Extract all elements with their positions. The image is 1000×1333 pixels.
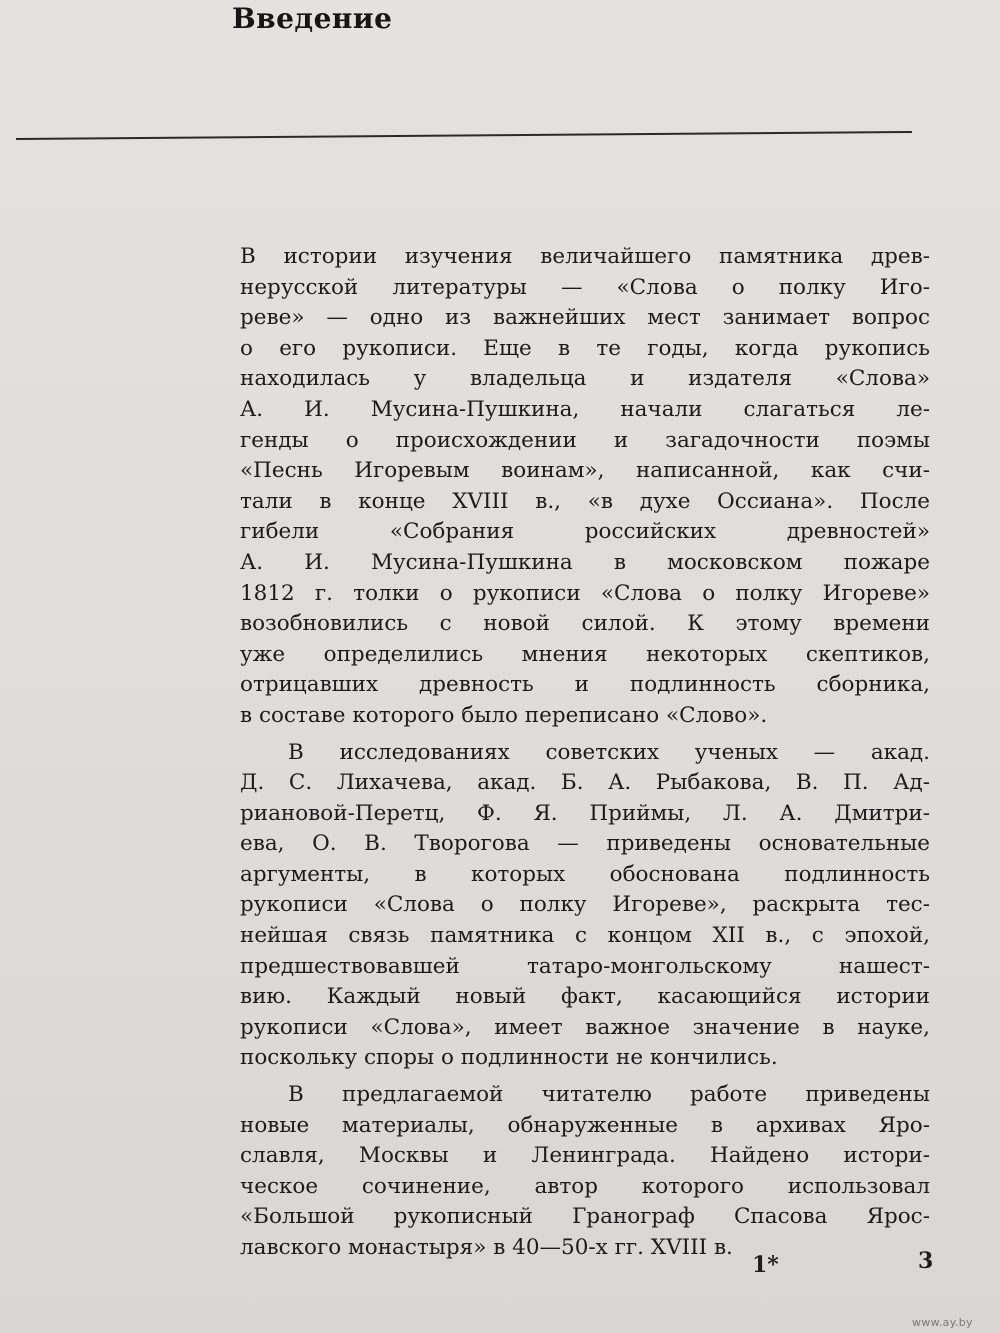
paragraph-1-line: В истории изучения величайшего памятника древ- xyxy=(240,244,930,269)
paragraph-2-line: рукописи «Слова», имеет важное значение в науке, xyxy=(240,1014,930,1040)
paragraph-1-line: «Песнь Игоревым воинам», написанной, как счи- xyxy=(240,458,930,484)
paragraph-2-line: риановой-Перетц, Ф. Я. Приймы, Л. А. Дмитри- xyxy=(240,800,930,826)
paragraph-1-line: гибели «Собрания российских древностей» xyxy=(240,519,930,545)
paragraph-2-line: аргументы, в которых обоснована подлинность xyxy=(240,861,930,887)
paragraph-2-line: Д. С. Лихачева, акад. Б. А. Рыбакова, В. П. Ад- xyxy=(240,770,930,796)
paragraph-1-line: находилась у владельца и издателя «Слова» xyxy=(240,366,930,392)
site-watermark: www.ay.by xyxy=(912,1316,973,1329)
paragraph-1-line: А. И. Мусина-Пушкина в московском пожаре xyxy=(240,549,930,575)
page-heading: Введение xyxy=(232,2,393,35)
paragraph-1-line: А. И. Мусина-Пушкина, начали слагаться ле- xyxy=(240,396,930,422)
paragraph-2-line: поскольку споры о подлинности не кончились. xyxy=(240,1045,778,1071)
paragraph-3-line: ческое сочинение, автор которого использовал xyxy=(240,1173,930,1199)
body-text xyxy=(240,242,930,1264)
paragraph-2-line: ева, О. В. Творогова — приведены основательные xyxy=(240,831,930,857)
paragraph-3-line: новые материалы, обнаруженные в архивах Яро- xyxy=(240,1112,930,1138)
paragraph-2-line: рукописи «Слова о полку Игореве», раскрыта тес- xyxy=(240,892,930,918)
page-number: 3 xyxy=(918,1248,934,1274)
paragraph-1-line: о его рукописи. Еще в те годы, когда рукопись xyxy=(240,335,930,361)
paragraph-1-line: тали в конце XVIII в., «в духе Оссиана». После xyxy=(240,488,930,514)
paragraph-1-line: в составе которого было переписано «Слово». xyxy=(240,702,768,728)
paragraph-1-line: нерусской литературы — «Слова о полку Иго- xyxy=(240,274,930,300)
paragraph-2-line: вию. Каждый новый факт, касающийся истории xyxy=(240,984,930,1010)
paragraph-3-line: лавского монастыря» в 40—50-х гг. XVIII в. xyxy=(240,1235,733,1260)
heading-rule xyxy=(16,131,912,140)
signature-mark: 1* xyxy=(752,1252,779,1278)
paragraph-1-line: возобновились с новой силой. К этому времени xyxy=(240,611,930,637)
paragraph-3-line: славля, Москвы и Ленинграда. Найдено истори- xyxy=(240,1143,930,1169)
paragraph-1-line: генды о происхождении и загадочности поэмы xyxy=(240,427,930,453)
paragraph-1-line: 1812 г. толки о рукописи «Слова о полку Игореве» xyxy=(240,580,930,606)
paragraph-1-line: уже определились мнения некоторых скептиков, xyxy=(240,641,930,667)
paragraph-2-line: нейшая связь памятника с концом XII в., с эпохой, xyxy=(240,923,930,949)
paragraph-2-line: предшествовавшей татаро-монгольскому нашест- xyxy=(240,953,930,979)
paragraph-1-line: реве» — одно из важнейших мест занимает вопрос xyxy=(240,305,930,331)
paragraph-3-line: «Большой рукописный Гранограф Спасова Ярос- xyxy=(240,1204,930,1230)
paragraph-2-line: В исследованиях советских ученых — акад. xyxy=(288,739,930,765)
paragraph-3-line: В предлагаемой читателю работе приведены xyxy=(288,1082,930,1108)
paragraph-1-line: отрицавших древность и подлинность сборника, xyxy=(240,672,930,698)
